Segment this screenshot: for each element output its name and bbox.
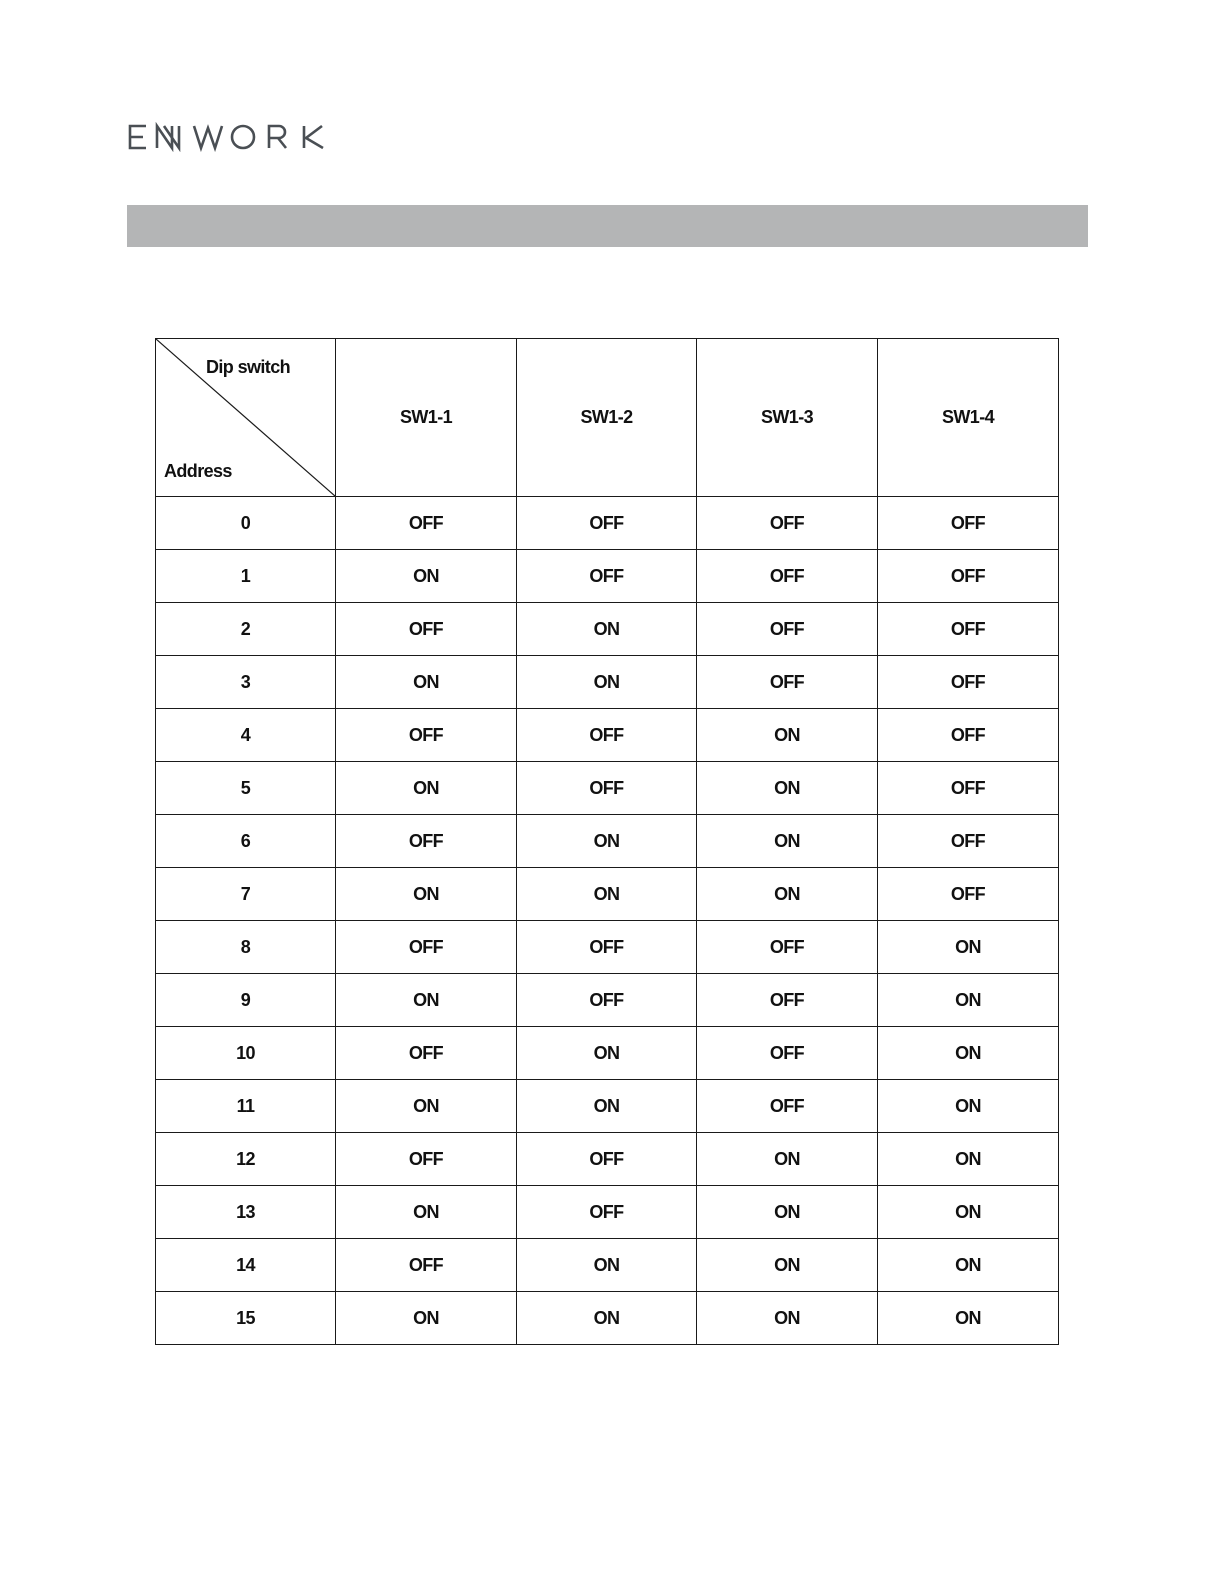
switch-state-cell: ON	[517, 603, 697, 656]
switch-state-cell: ON	[336, 1080, 517, 1133]
switch-state-cell: OFF	[336, 1133, 517, 1186]
table-row	[156, 603, 1059, 656]
switch-state-cell: OFF	[878, 603, 1059, 656]
address-cell: 12	[156, 1133, 336, 1186]
switch-state-cell: OFF	[878, 656, 1059, 709]
switch-state-cell: ON	[878, 921, 1059, 974]
table-row	[156, 868, 1059, 921]
table-row	[156, 1133, 1059, 1186]
switch-state-cell: ON	[878, 1133, 1059, 1186]
switch-state-cell: OFF	[336, 497, 517, 550]
switch-state-cell: OFF	[517, 497, 697, 550]
switch-state-cell: ON	[336, 868, 517, 921]
address-cell: 6	[156, 815, 336, 868]
switch-state-cell: ON	[517, 868, 697, 921]
switch-state-cell: ON	[697, 762, 878, 815]
switch-state-cell: OFF	[517, 762, 697, 815]
switch-state-cell: ON	[878, 1239, 1059, 1292]
switch-state-cell: OFF	[336, 921, 517, 974]
switch-state-cell: ON	[517, 1080, 697, 1133]
table-row	[156, 815, 1059, 868]
switch-state-cell: OFF	[878, 762, 1059, 815]
switch-state-cell: OFF	[517, 974, 697, 1027]
switch-state-cell: OFF	[517, 709, 697, 762]
switch-state-cell: ON	[336, 974, 517, 1027]
switch-state-cell: OFF	[517, 550, 697, 603]
address-cell: 9	[156, 974, 336, 1027]
switch-state-cell: ON	[517, 656, 697, 709]
address-cell: 2	[156, 603, 336, 656]
switch-state-cell: OFF	[878, 550, 1059, 603]
switch-state-cell: OFF	[517, 1133, 697, 1186]
address-cell: 1	[156, 550, 336, 603]
switch-state-cell: OFF	[697, 550, 878, 603]
switch-state-cell: ON	[517, 1239, 697, 1292]
switch-state-cell: ON	[697, 1186, 878, 1239]
switch-state-cell: ON	[336, 762, 517, 815]
switch-state-cell: ON	[336, 1292, 517, 1345]
switch-state-cell: OFF	[697, 603, 878, 656]
column-header-sw1-2: SW1-2	[517, 339, 697, 497]
switch-state-cell: OFF	[336, 815, 517, 868]
table-row	[156, 1027, 1059, 1080]
switch-state-cell: ON	[517, 1027, 697, 1080]
switch-state-cell: ON	[878, 974, 1059, 1027]
column-header-sw1-4: SW1-4	[878, 339, 1059, 497]
switch-state-cell: OFF	[517, 1186, 697, 1239]
enwork-logo	[128, 122, 340, 152]
address-cell: 4	[156, 709, 336, 762]
section-header-bar	[127, 205, 1088, 247]
table-row	[156, 1080, 1059, 1133]
switch-state-cell: OFF	[697, 1027, 878, 1080]
address-cell: 5	[156, 762, 336, 815]
switch-state-cell: ON	[878, 1027, 1059, 1080]
address-cell: 14	[156, 1239, 336, 1292]
switch-state-cell: ON	[697, 868, 878, 921]
switch-state-cell: OFF	[697, 974, 878, 1027]
switch-state-cell: ON	[336, 1186, 517, 1239]
switch-state-cell: OFF	[697, 921, 878, 974]
switch-state-cell: ON	[697, 1239, 878, 1292]
switch-state-cell: ON	[697, 1292, 878, 1345]
table-row	[156, 762, 1059, 815]
table-row	[156, 1186, 1059, 1239]
table-row	[156, 656, 1059, 709]
switch-state-cell: ON	[517, 1292, 697, 1345]
switch-state-cell: ON	[336, 656, 517, 709]
switch-state-cell: ON	[517, 815, 697, 868]
switch-state-cell: ON	[878, 1080, 1059, 1133]
switch-state-cell: ON	[697, 1133, 878, 1186]
switch-state-cell: OFF	[336, 603, 517, 656]
table-header-row	[156, 339, 1059, 497]
table-row	[156, 921, 1059, 974]
address-cell: 15	[156, 1292, 336, 1345]
corner-header-cell	[156, 339, 336, 497]
switch-state-cell: OFF	[336, 1027, 517, 1080]
switch-state-cell: OFF	[697, 497, 878, 550]
address-cell: 7	[156, 868, 336, 921]
address-cell: 8	[156, 921, 336, 974]
switch-state-cell: ON	[697, 709, 878, 762]
table-row	[156, 497, 1059, 550]
switch-state-cell: OFF	[878, 868, 1059, 921]
address-cell: 0	[156, 497, 336, 550]
address-cell: 13	[156, 1186, 336, 1239]
column-header-sw1-3: SW1-3	[697, 339, 878, 497]
address-cell: 3	[156, 656, 336, 709]
switch-state-cell: OFF	[878, 815, 1059, 868]
table-row	[156, 1239, 1059, 1292]
table-row	[156, 1292, 1059, 1345]
address-cell: 10	[156, 1027, 336, 1080]
switch-state-cell: ON	[878, 1186, 1059, 1239]
switch-state-cell: OFF	[517, 921, 697, 974]
switch-state-cell: OFF	[336, 709, 517, 762]
switch-state-cell: ON	[878, 1292, 1059, 1345]
switch-state-cell: OFF	[336, 1239, 517, 1292]
switch-state-cell: ON	[697, 815, 878, 868]
table-row	[156, 709, 1059, 762]
switch-state-cell: OFF	[878, 497, 1059, 550]
table-row	[156, 550, 1059, 603]
address-cell: 11	[156, 1080, 336, 1133]
dip-switch-heading: Dip switch	[206, 357, 291, 377]
address-heading: Address	[164, 461, 232, 481]
switch-state-cell: OFF	[878, 709, 1059, 762]
dip-switch-address-table	[155, 338, 1059, 1345]
switch-state-cell: ON	[336, 550, 517, 603]
table-row	[156, 974, 1059, 1027]
column-header-sw1-1: SW1-1	[336, 339, 517, 497]
switch-state-cell: OFF	[697, 1080, 878, 1133]
switch-state-cell: OFF	[697, 656, 878, 709]
